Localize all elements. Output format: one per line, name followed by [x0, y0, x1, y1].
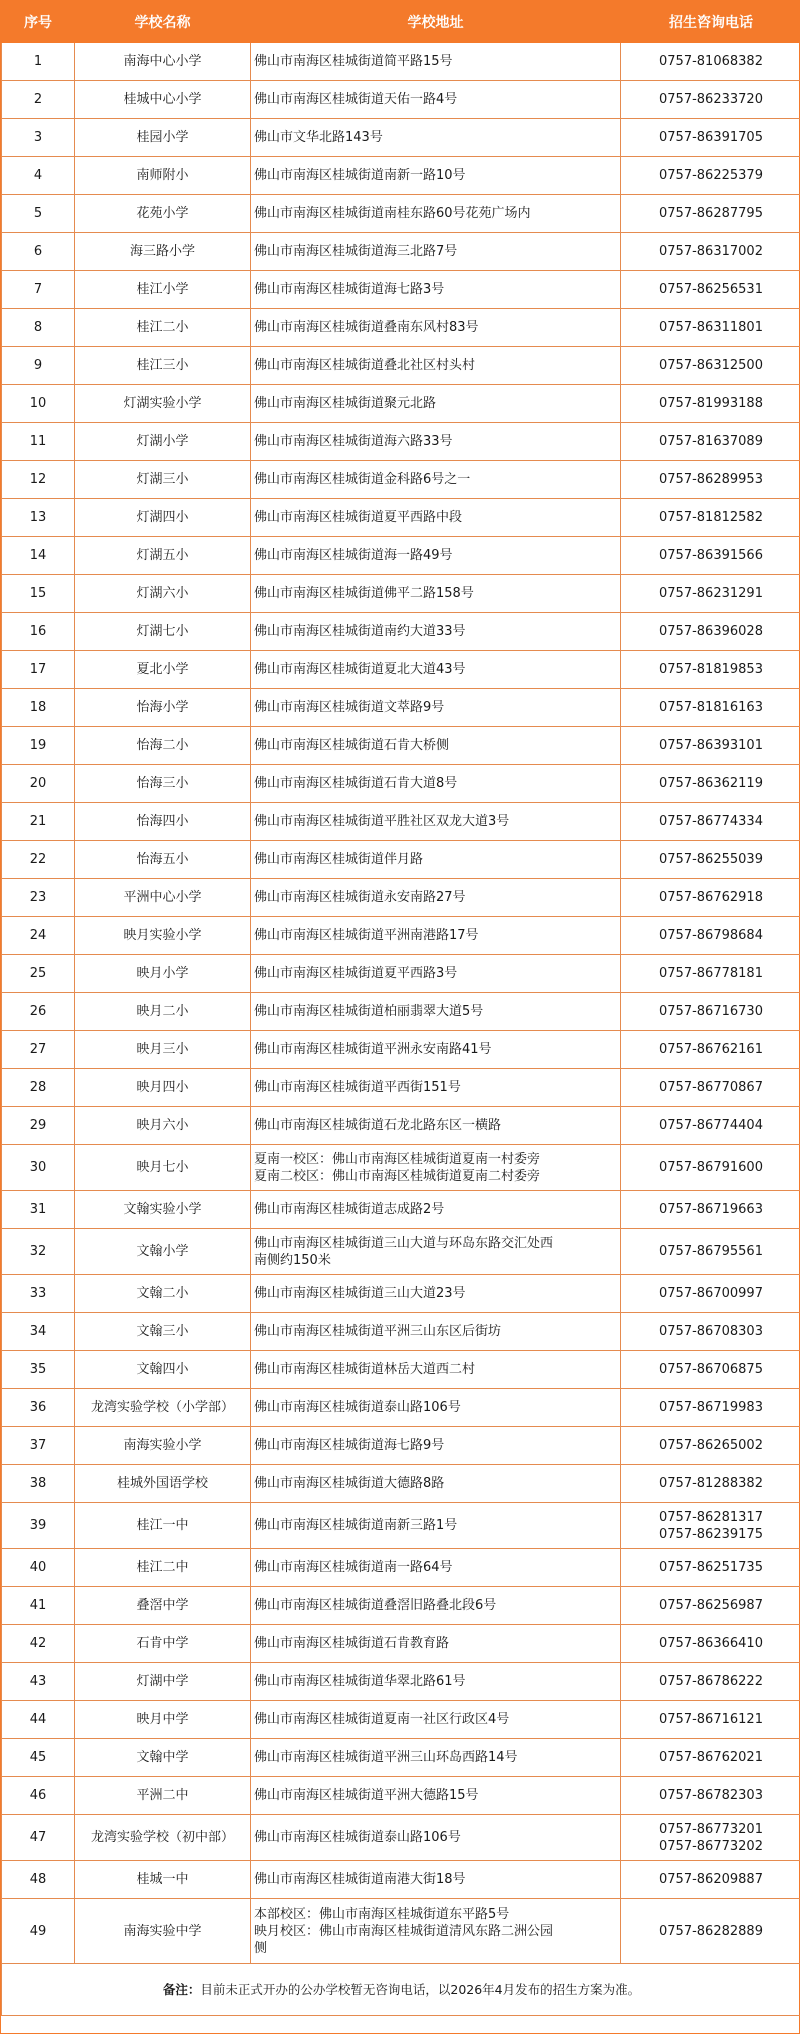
row-index: 27	[2, 1031, 75, 1069]
school-address: 佛山市南海区桂城街道金科路6号之一	[251, 461, 621, 499]
school-address: 佛山市南海区桂城街道叠滘旧路叠北段6号	[251, 1587, 621, 1625]
school-address: 佛山市南海区桂城街道夏北大道43号	[251, 651, 621, 689]
school-name: 文翰四小	[75, 1351, 251, 1389]
school-name: 灯湖三小	[75, 461, 251, 499]
header-school-name: 学校名称	[75, 2, 251, 43]
school-phone: 0757-86786222	[621, 1663, 800, 1701]
row-index: 10	[2, 385, 75, 423]
school-phone: 0757-86233720	[621, 81, 800, 119]
row-index: 7	[2, 271, 75, 309]
school-address: 佛山市南海区桂城街道简平路15号	[251, 43, 621, 81]
school-address: 佛山市南海区桂城街道天佑一路4号	[251, 81, 621, 119]
row-index: 14	[2, 537, 75, 575]
row-index: 43	[2, 1663, 75, 1701]
table-row	[2, 1815, 800, 1861]
school-name: 夏北小学	[75, 651, 251, 689]
school-phone: 0757-86762918	[621, 879, 800, 917]
school-name: 桂江一中	[75, 1503, 251, 1549]
table-row	[2, 119, 800, 157]
school-address: 佛山市南海区桂城街道石肯教育路	[251, 1625, 621, 1663]
row-index: 49	[2, 1899, 75, 1964]
table-row	[2, 1777, 800, 1815]
row-index: 31	[2, 1191, 75, 1229]
school-name: 南师附小	[75, 157, 251, 195]
school-address: 佛山市南海区桂城街道南港大街18号	[251, 1861, 621, 1899]
table-row	[2, 841, 800, 879]
school-table	[1, 1, 800, 2016]
school-address: 佛山市南海区桂城街道柏丽翡翠大道5号	[251, 993, 621, 1031]
table-row	[2, 309, 800, 347]
row-index: 26	[2, 993, 75, 1031]
school-name: 灯湖七小	[75, 613, 251, 651]
table-row	[2, 1031, 800, 1069]
school-phone: 0757-86287795	[621, 195, 800, 233]
row-index: 17	[2, 651, 75, 689]
table-row	[2, 1465, 800, 1503]
school-phone: 0757-86282889	[621, 1899, 800, 1964]
table-row	[2, 1313, 800, 1351]
school-address: 佛山市南海区桂城街道志成路2号	[251, 1191, 621, 1229]
school-address: 佛山市南海区桂城街道南一路64号	[251, 1549, 621, 1587]
school-address: 佛山市南海区桂城街道夏南一社区行政区4号	[251, 1701, 621, 1739]
school-name: 桂城中心小学	[75, 81, 251, 119]
school-phone: 0757-86708303	[621, 1313, 800, 1351]
table-row	[2, 157, 800, 195]
school-address: 佛山市南海区桂城街道叠南东风村83号	[251, 309, 621, 347]
table-row	[2, 1145, 800, 1191]
row-index: 9	[2, 347, 75, 385]
table-row	[2, 955, 800, 993]
school-address: 佛山市南海区桂城街道南新三路1号	[251, 1503, 621, 1549]
school-address: 佛山市南海区桂城街道石肯大道8号	[251, 765, 621, 803]
school-phone: 0757-86762161	[621, 1031, 800, 1069]
table-row	[2, 385, 800, 423]
school-phone: 0757-86311801	[621, 309, 800, 347]
school-name: 桂城一中	[75, 1861, 251, 1899]
school-phone: 0757-86289953	[621, 461, 800, 499]
school-phone: 0757-86719983	[621, 1389, 800, 1427]
school-name: 映月七小	[75, 1145, 251, 1191]
school-phone: 0757-86255039	[621, 841, 800, 879]
school-phone: 0757-86774334	[621, 803, 800, 841]
school-address: 佛山市南海区桂城街道海三北路7号	[251, 233, 621, 271]
school-phone: 0757-86312500	[621, 347, 800, 385]
school-phone: 0757-86716121	[621, 1701, 800, 1739]
row-index: 21	[2, 803, 75, 841]
school-phone: 0757-86706875	[621, 1351, 800, 1389]
row-index: 28	[2, 1069, 75, 1107]
school-phone: 0757-86225379	[621, 157, 800, 195]
row-index: 48	[2, 1861, 75, 1899]
school-name: 文翰二小	[75, 1275, 251, 1313]
school-address: 佛山市南海区桂城街道平洲三山东区后街坊	[251, 1313, 621, 1351]
note-row	[2, 1964, 800, 2016]
school-phone: 0757-86231291	[621, 575, 800, 613]
school-address: 夏南一校区：佛山市南海区桂城街道夏南一村委旁 夏南二校区：佛山市南海区桂城街道夏南二村委旁	[251, 1145, 621, 1191]
table-row	[2, 423, 800, 461]
school-name: 灯湖中学	[75, 1663, 251, 1701]
school-name: 桂江二小	[75, 309, 251, 347]
table-row	[2, 689, 800, 727]
school-address: 佛山市南海区桂城街道林岳大道西二村	[251, 1351, 621, 1389]
row-index: 19	[2, 727, 75, 765]
row-index: 22	[2, 841, 75, 879]
school-address: 佛山市南海区桂城街道石龙北路东区一横路	[251, 1107, 621, 1145]
school-phone: 0757-81993188	[621, 385, 800, 423]
row-index: 4	[2, 157, 75, 195]
header-address: 学校地址	[251, 2, 621, 43]
note-label: 备注：	[162, 1982, 201, 1997]
school-address: 佛山市南海区桂城街道三山大道与环岛东路交汇处西 南侧约150米	[251, 1229, 621, 1275]
school-address: 佛山市南海区桂城街道伴月路	[251, 841, 621, 879]
table-row	[2, 803, 800, 841]
school-phone: 0757-86762021	[621, 1739, 800, 1777]
table-row	[2, 1899, 800, 1964]
row-index: 18	[2, 689, 75, 727]
school-address: 佛山市南海区桂城街道南新一路10号	[251, 157, 621, 195]
school-address: 佛山市南海区桂城街道南桂东路60号花苑广场内	[251, 195, 621, 233]
school-phone: 0757-81816163	[621, 689, 800, 727]
row-index: 33	[2, 1275, 75, 1313]
school-address: 佛山市文华北路143号	[251, 119, 621, 157]
school-phone: 0757-81068382	[621, 43, 800, 81]
table-row	[2, 1587, 800, 1625]
table-row	[2, 1625, 800, 1663]
school-phone: 0757-86281317 0757-86239175	[621, 1503, 800, 1549]
school-name: 文翰中学	[75, 1739, 251, 1777]
school-name: 怡海四小	[75, 803, 251, 841]
table-body	[2, 43, 800, 1964]
school-address: 佛山市南海区桂城街道石肯大桥侧	[251, 727, 621, 765]
school-address: 佛山市南海区桂城街道佛平二路158号	[251, 575, 621, 613]
school-name: 映月四小	[75, 1069, 251, 1107]
school-phone: 0757-86791600	[621, 1145, 800, 1191]
table-row	[2, 651, 800, 689]
row-index: 6	[2, 233, 75, 271]
note-text: 目前未正式开办的公办学校暂无咨询电话，以2026年4月发布的招生方案为准。	[200, 1982, 641, 1997]
school-address: 佛山市南海区桂城街道三山大道23号	[251, 1275, 621, 1313]
row-index: 29	[2, 1107, 75, 1145]
school-phone: 0757-86317002	[621, 233, 800, 271]
table-row	[2, 1861, 800, 1899]
school-name: 文翰小学	[75, 1229, 251, 1275]
school-name: 南海中心小学	[75, 43, 251, 81]
school-phone: 0757-81812582	[621, 499, 800, 537]
school-phone: 0757-81288382	[621, 1465, 800, 1503]
school-name: 映月小学	[75, 955, 251, 993]
school-address: 佛山市南海区桂城街道永安南路27号	[251, 879, 621, 917]
row-index: 37	[2, 1427, 75, 1465]
table-row	[2, 81, 800, 119]
row-index: 36	[2, 1389, 75, 1427]
school-address: 佛山市南海区桂城街道夏平西路中段	[251, 499, 621, 537]
table-row	[2, 1069, 800, 1107]
school-phone: 0757-86795561	[621, 1229, 800, 1275]
row-index: 20	[2, 765, 75, 803]
school-name: 怡海二小	[75, 727, 251, 765]
row-index: 39	[2, 1503, 75, 1549]
row-index: 1	[2, 43, 75, 81]
school-name: 桂江三小	[75, 347, 251, 385]
row-index: 23	[2, 879, 75, 917]
school-name: 映月二小	[75, 993, 251, 1031]
row-index: 3	[2, 119, 75, 157]
school-name: 怡海小学	[75, 689, 251, 727]
school-name: 怡海五小	[75, 841, 251, 879]
school-name: 怡海三小	[75, 765, 251, 803]
header-index: 序号	[2, 2, 75, 43]
table-row	[2, 879, 800, 917]
row-index: 25	[2, 955, 75, 993]
school-address: 佛山市南海区桂城街道大德路8路	[251, 1465, 621, 1503]
table-header-row	[2, 2, 800, 43]
table-row	[2, 1503, 800, 1549]
school-name: 映月三小	[75, 1031, 251, 1069]
school-name: 南海实验中学	[75, 1899, 251, 1964]
school-address: 本部校区：佛山市南海区桂城街道东平路5号 映月校区：佛山市南海区桂城街道清风东路二洲公园 侧	[251, 1899, 621, 1964]
school-phone: 0757-86209887	[621, 1861, 800, 1899]
school-phone: 0757-86256531	[621, 271, 800, 309]
school-phone: 0757-86393101	[621, 727, 800, 765]
school-address: 佛山市南海区桂城街道平洲大德路15号	[251, 1777, 621, 1815]
table-row	[2, 993, 800, 1031]
school-address: 佛山市南海区桂城街道文萃路9号	[251, 689, 621, 727]
row-index: 8	[2, 309, 75, 347]
table-row	[2, 1351, 800, 1389]
row-index: 41	[2, 1587, 75, 1625]
row-index: 45	[2, 1739, 75, 1777]
row-index: 46	[2, 1777, 75, 1815]
table-row	[2, 537, 800, 575]
school-phone: 0757-86256987	[621, 1587, 800, 1625]
school-address: 佛山市南海区桂城街道聚元北路	[251, 385, 621, 423]
row-index: 30	[2, 1145, 75, 1191]
school-phone: 0757-86774404	[621, 1107, 800, 1145]
table-row	[2, 347, 800, 385]
table-row	[2, 1229, 800, 1275]
school-phone: 0757-86366410	[621, 1625, 800, 1663]
table-row	[2, 1427, 800, 1465]
school-address: 佛山市南海区桂城街道泰山路106号	[251, 1389, 621, 1427]
row-index: 47	[2, 1815, 75, 1861]
table-row	[2, 461, 800, 499]
table-row	[2, 917, 800, 955]
school-name: 文翰实验小学	[75, 1191, 251, 1229]
school-phone: 0757-81637089	[621, 423, 800, 461]
row-index: 15	[2, 575, 75, 613]
school-phone: 0757-86773201 0757-86773202	[621, 1815, 800, 1861]
school-phone: 0757-86798684	[621, 917, 800, 955]
school-name: 文翰三小	[75, 1313, 251, 1351]
school-address: 佛山市南海区桂城街道南约大道33号	[251, 613, 621, 651]
school-phone: 0757-86391705	[621, 119, 800, 157]
school-phone: 0757-86251735	[621, 1549, 800, 1587]
school-address: 佛山市南海区桂城街道平洲永安南路41号	[251, 1031, 621, 1069]
school-address: 佛山市南海区桂城街道海七路9号	[251, 1427, 621, 1465]
row-index: 5	[2, 195, 75, 233]
table-row	[2, 1191, 800, 1229]
table-row	[2, 499, 800, 537]
note-cell	[2, 1964, 800, 2016]
school-name: 灯湖小学	[75, 423, 251, 461]
row-index: 35	[2, 1351, 75, 1389]
school-address: 佛山市南海区桂城街道叠北社区村头村	[251, 347, 621, 385]
row-index: 42	[2, 1625, 75, 1663]
school-name: 龙湾实验学校（小学部）	[75, 1389, 251, 1427]
school-phone: 0757-86778181	[621, 955, 800, 993]
table-row	[2, 1549, 800, 1587]
row-index: 16	[2, 613, 75, 651]
table-row	[2, 1107, 800, 1145]
school-name: 映月中学	[75, 1701, 251, 1739]
row-index: 32	[2, 1229, 75, 1275]
school-name: 花苑小学	[75, 195, 251, 233]
table-row	[2, 613, 800, 651]
table-row	[2, 1663, 800, 1701]
school-name: 灯湖五小	[75, 537, 251, 575]
school-address: 佛山市南海区桂城街道夏平西路3号	[251, 955, 621, 993]
table-row	[2, 1389, 800, 1427]
school-name: 叠滘中学	[75, 1587, 251, 1625]
row-index: 40	[2, 1549, 75, 1587]
school-address: 佛山市南海区桂城街道海七路3号	[251, 271, 621, 309]
table-row	[2, 271, 800, 309]
school-name: 灯湖实验小学	[75, 385, 251, 423]
row-index: 24	[2, 917, 75, 955]
school-phone: 0757-86700997	[621, 1275, 800, 1313]
school-address: 佛山市南海区桂城街道华翠北路61号	[251, 1663, 621, 1701]
header-phone: 招生咨询电话	[621, 2, 800, 43]
school-phone: 0757-81819853	[621, 651, 800, 689]
school-name: 石肯中学	[75, 1625, 251, 1663]
table-row	[2, 195, 800, 233]
school-name: 南海实验小学	[75, 1427, 251, 1465]
school-name: 桂城外国语学校	[75, 1465, 251, 1503]
table-row	[2, 765, 800, 803]
table-row	[2, 1701, 800, 1739]
row-index: 2	[2, 81, 75, 119]
school-address: 佛山市南海区桂城街道平西街151号	[251, 1069, 621, 1107]
table-row	[2, 575, 800, 613]
school-address: 佛山市南海区桂城街道平洲南港路17号	[251, 917, 621, 955]
school-name: 桂江小学	[75, 271, 251, 309]
row-index: 12	[2, 461, 75, 499]
table-row	[2, 1275, 800, 1313]
school-name: 灯湖六小	[75, 575, 251, 613]
school-phone: 0757-86716730	[621, 993, 800, 1031]
school-address: 佛山市南海区桂城街道海六路33号	[251, 423, 621, 461]
table-row	[2, 727, 800, 765]
school-phone: 0757-86265002	[621, 1427, 800, 1465]
school-address: 佛山市南海区桂城街道平胜社区双龙大道3号	[251, 803, 621, 841]
school-name: 平洲中心小学	[75, 879, 251, 917]
row-index: 34	[2, 1313, 75, 1351]
row-index: 13	[2, 499, 75, 537]
school-address: 佛山市南海区桂城街道平洲三山环岛西路14号	[251, 1739, 621, 1777]
school-address: 佛山市南海区桂城街道泰山路106号	[251, 1815, 621, 1861]
school-phone: 0757-86391566	[621, 537, 800, 575]
school-name: 海三路小学	[75, 233, 251, 271]
school-phone: 0757-86719663	[621, 1191, 800, 1229]
row-index: 44	[2, 1701, 75, 1739]
school-name: 映月六小	[75, 1107, 251, 1145]
school-name: 龙湾实验学校（初中部）	[75, 1815, 251, 1861]
school-name: 桂江二中	[75, 1549, 251, 1587]
school-name: 平洲二中	[75, 1777, 251, 1815]
school-name: 映月实验小学	[75, 917, 251, 955]
row-index: 38	[2, 1465, 75, 1503]
school-phone: 0757-86396028	[621, 613, 800, 651]
school-phone: 0757-86362119	[621, 765, 800, 803]
row-index: 11	[2, 423, 75, 461]
school-name: 灯湖四小	[75, 499, 251, 537]
school-address: 佛山市南海区桂城街道海一路49号	[251, 537, 621, 575]
school-phone: 0757-86782303	[621, 1777, 800, 1815]
table-row	[2, 43, 800, 81]
school-phone: 0757-86770867	[621, 1069, 800, 1107]
school-name: 桂园小学	[75, 119, 251, 157]
table-row	[2, 1739, 800, 1777]
table-row	[2, 233, 800, 271]
